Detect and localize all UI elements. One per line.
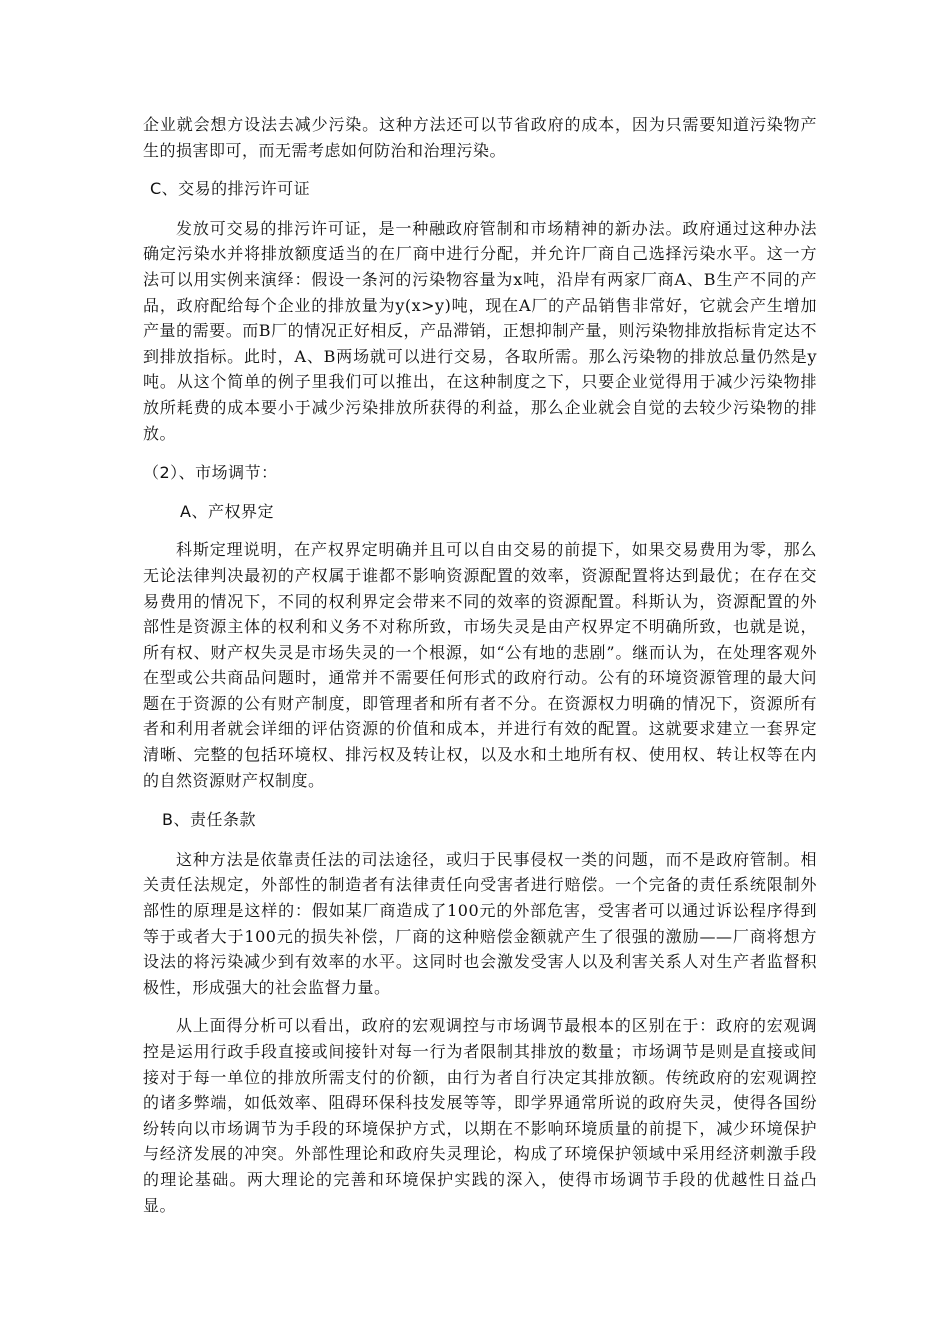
liability-clause-paragraph: 这种方法是依靠责任法的司法途径，或归于民事侵权一类的问题，而不是政府管制。相关责任法规定，外部性的制造者有法律责任向受害者进行赔偿。一个完备的责任系统限制外部性的原理是这样的：假如某厂商造成了100元的外部危害，受害者可以通过诉讼程序得到等于或者大于100元的损失补偿，厂商的这种赔偿金额就产生了很强的激励——厂商将想方设法的将污染减少到有效率的水平。这同时也会激发受害人以及利害关系人对生产者监督积极性，形成强大的社会监督力量。 xyxy=(143,849,817,997)
heading-market-regulation: （2）、市场调节： xyxy=(143,463,278,483)
heading-tradable-permits: C、交易的排污许可证 xyxy=(150,179,311,199)
intro-paragraph: 企业就会想方设法去减少污染。这种方法还可以节省政府的成本，因为只需要知道污染物产生的损害即可，而无需考虑如何防治和治理污染。 xyxy=(143,115,817,160)
tradable-permits-paragraph: 发放可交易的排污许可证，是一种融政府管制和市场精神的新办法。政府通过这种办法确定污染水并将排放额度适当的在厂商中进行分配，并允许厂商自己选择污染水平。这一方法可以用实例来演绎：假设一条河的污染物容量为x吨，沿岸有两家厂商A、B生产不同的产品，政府配给每个企业的排放量为y(x>y)吨，现在A厂的产品销售非常好，它就会产生增加产量的需要。而B厂的情况正好相反，产品滞销，正想抑制产量，则污染物排放指标肯定达不到排放指标。此时，A、B两场就可以进行交易，各取所需。那么污染物的排放总量仍然是y吨。从这个简单的例子里我们可以推出，在这种制度之下，只要企业觉得用于减少污染物排放所耗费的成本要小于减少污染排放所获得的利益，那么企业就会自觉的去较少污染物的排放。 xyxy=(143,218,817,443)
conclusion-paragraph: 从上面得分析可以看出，政府的宏观调控与市场调节最根本的区别在于：政府的宏观调控是运用行政手段直接或间接针对每一行为者限制其排放的数量；市场调节是则是直接或间接对于每一单位的排放所需支付的价额，由行为者自行决定其排放额。传统政府的宏观调控的诸多弊端，如低效率、阻碍环保科技发展等等，即学界通常所说的政府失灵，使得各国纷纷转向以市场调节为手段的环境保护方式，以期在不影响环境质量的前提下，减少环境保护与经济发展的冲突。外部性理论和政府失灵理论，构成了环境保护领域中采用经济刺激手段的理论基础。两大理论的完善和环境保护实践的深入，使得市场调节手段的优越性日益凸显。 xyxy=(143,1016,817,1215)
heading-liability-clause: B、责任条款 xyxy=(162,810,256,830)
property-rights-paragraph: 科斯定理说明，在产权界定明确并且可以自由交易的前提下，如果交易费用为零，那么无论法律判决最初的产权属于谁都不影响资源配置的效率，资源配置将达到最优；在存在交易费用的情况下，不同的权利界定会带来不同的效率的资源配置。科斯认为，资源配置的外部性是资源主体的权利和义务不对称所致，市场失灵是由产权界定不明确所致，也就是说，所有权、财产权失灵是市场失灵的一个根源，如“公有地的悲剧”。继而认为，在处理客观外在型或公共商品问题时，通常并不需要任何形式的政府行动。公有的环境资源管理的最大问题在于资源的公有财产制度，即管理者和所有者不分。在资源权力明确的情况下，资源所有者和利用者就会详细的评估资源的价值和成本，并进行有效的配置。这就要求建立一套界定清晰、完整的包括环境权、排污权及转让权，以及水和土地所有权、使用权、转让权等在内的自然资源财产权制度。 xyxy=(143,540,817,790)
heading-property-rights: A、产权界定 xyxy=(180,501,274,521)
